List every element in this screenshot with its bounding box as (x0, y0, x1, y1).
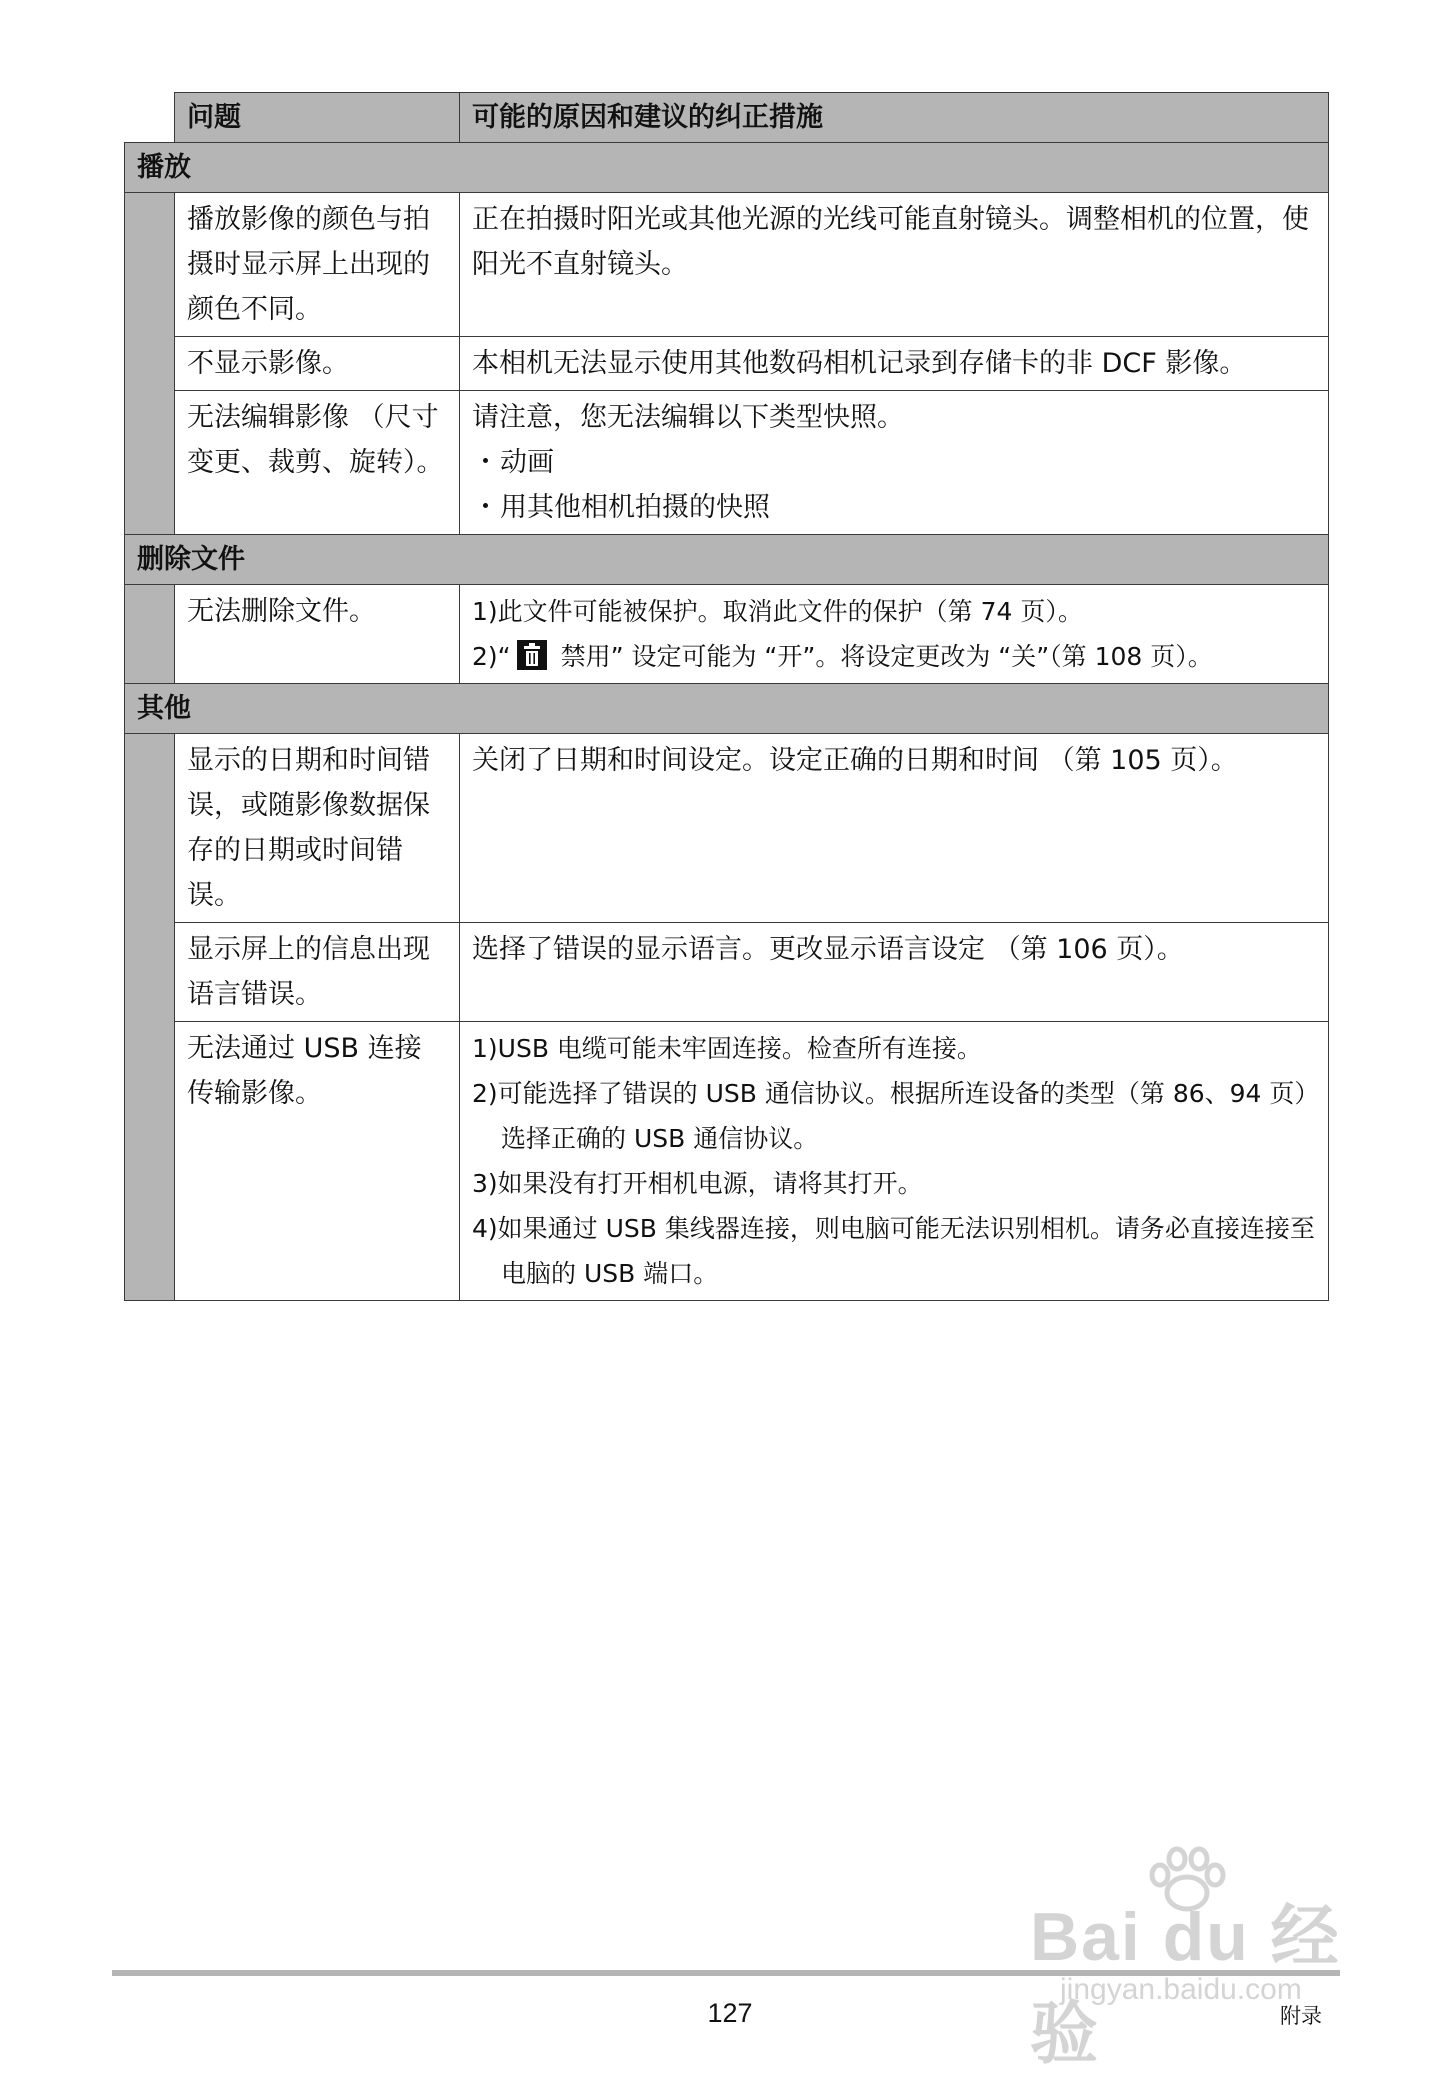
bullet-text: 动画 (500, 447, 554, 478)
header-solution: 可能的原因和建议的纠正措施 (460, 93, 1329, 143)
table-row (125, 734, 1329, 923)
section-label: 附录 (1280, 2004, 1322, 2028)
solution-cell (460, 1022, 1329, 1301)
problem-cell: 无法删除文件。 (175, 585, 460, 684)
section-row-playback (125, 143, 1329, 193)
solution-cell (460, 391, 1329, 535)
problem-cell: 无法编辑影像 （尺寸变更、裁剪、旋转）。 (175, 391, 460, 535)
section-title-playback: 播放 (125, 143, 1329, 193)
bullet-text: 用其他相机拍摄的快照 (500, 492, 770, 523)
table-row (125, 923, 1329, 1022)
table-row (125, 391, 1329, 535)
solution-item (472, 634, 1316, 679)
bullet-mark: ・ (472, 447, 499, 478)
section-gutter (125, 734, 175, 1301)
table-header-row (125, 93, 1329, 143)
baidu-watermark (1030, 1845, 1360, 2072)
solution-item: 1)此文件可能被保护。取消此文件的保护（第 74 页）。 (472, 597, 1083, 626)
page-number: 127 (707, 1998, 753, 2028)
problem-cell: 显示屏上的信息出现语言错误。 (175, 923, 460, 1022)
section-row-other (125, 684, 1329, 734)
troubleshooting-table (124, 92, 1329, 1301)
table-row (125, 1022, 1329, 1301)
watermark-sub: jingyan.baidu.com (1060, 1973, 1302, 2006)
footer-divider (112, 1970, 1340, 1976)
solution-item: 4)如果通过 USB 集线器连接，则电脑可能无法识别相机。请务必直接连接至电脑的 USB 端口。 (472, 1214, 1315, 1288)
solution-cell: 正在拍摄时阳光或其他光源的光线可能直射镜头。调整相机的位置，使阳光不直射镜头。 (460, 193, 1329, 337)
problem-cell: 显示的日期和时间错误，或随影像数据保存的日期或时间错误。 (175, 734, 460, 923)
section-title-delete: 删除文件 (125, 535, 1329, 585)
problem-cell: 播放影像的颜色与拍摄时显示屏上出现的颜色不同。 (175, 193, 460, 337)
section-row-delete (125, 535, 1329, 585)
section-title-other: 其他 (125, 684, 1329, 734)
solution-item: 1)USB 电缆可能未牢固连接。检查所有连接。 (472, 1034, 982, 1063)
bullet-list (472, 440, 1316, 530)
solution-item: 2)可能选择了错误的 USB 通信协议。根据所连设备的类型（第 86、94 页）选择正确的 USB 通信协议。 (472, 1079, 1307, 1153)
item-prefix: 2)“ (472, 642, 511, 671)
solution-cell: 本相机无法显示使用其他数码相机记录到存储卡的非 DCF 影像。 (460, 337, 1329, 391)
list-item (472, 440, 1316, 485)
problem-cell: 无法通过 USB 连接传输影像。 (175, 1022, 460, 1301)
bullet-mark: ・ (472, 492, 499, 523)
watermark-main: Bai du 经验 (1030, 1899, 1341, 2072)
item-suffix: 禁用” 设定可能为 “开”。将设定更改为 “关”（第 108 页）。 (552, 642, 1213, 671)
section-gutter (125, 585, 175, 684)
solution-cell: 选择了错误的显示语言。更改显示语言设定 （第 106 页）。 (460, 923, 1329, 1022)
solution-cell (460, 585, 1329, 684)
table-row (125, 337, 1329, 391)
section-gutter (125, 193, 175, 535)
problem-cell: 不显示影像。 (175, 337, 460, 391)
solution-intro: 请注意，您无法编辑以下类型快照。 (472, 402, 904, 433)
table-row (125, 193, 1329, 337)
header-problem: 问题 (175, 93, 460, 143)
solution-item: 3)如果没有打开相机电源，请将其打开。 (472, 1169, 923, 1198)
list-item (472, 485, 1316, 530)
solution-cell: 关闭了日期和时间设定。设定正确的日期和时间 （第 105 页）。 (460, 734, 1329, 923)
paw-icon (1142, 1845, 1232, 1915)
table-row (125, 585, 1329, 684)
header-spacer (125, 93, 175, 143)
trash-icon (517, 640, 547, 670)
